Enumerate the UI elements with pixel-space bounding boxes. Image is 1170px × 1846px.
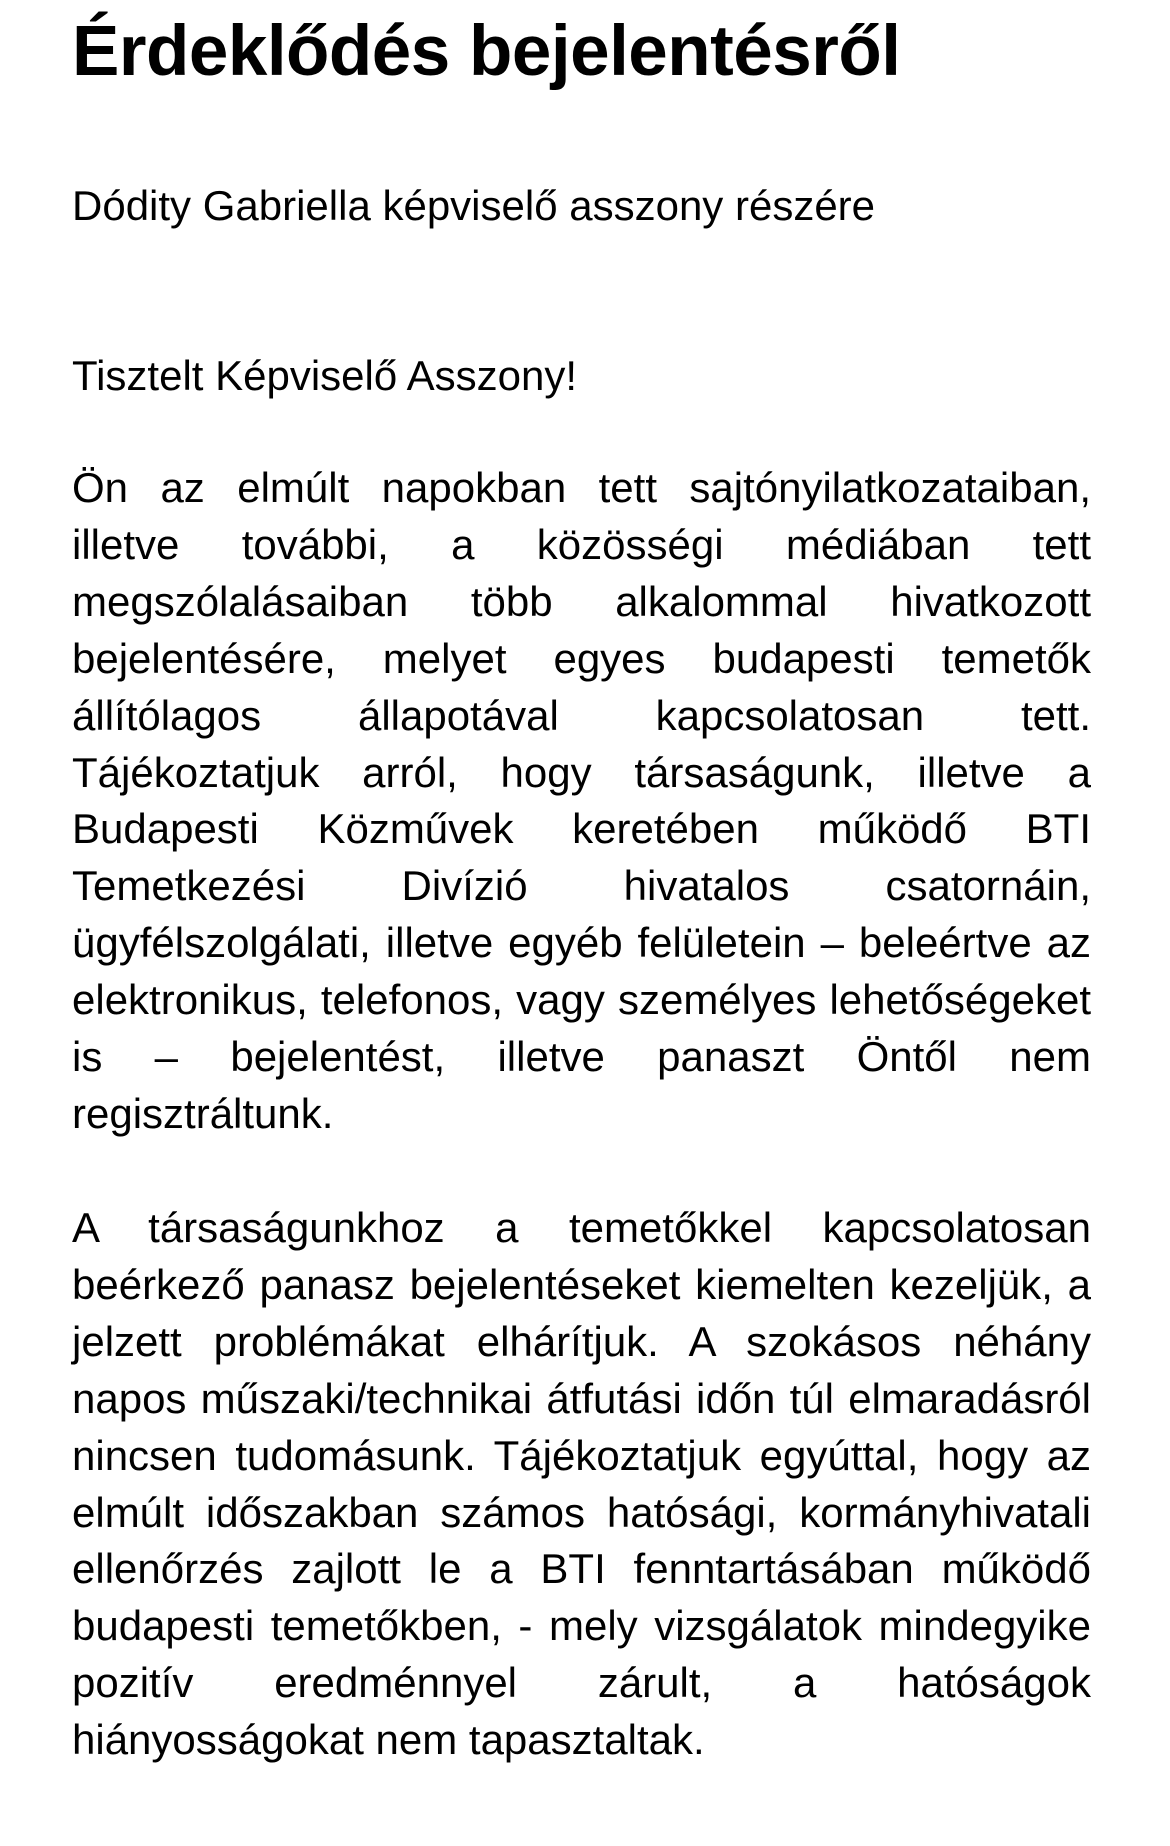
- body-paragraph-2: A társaságunkhoz a temetőkkel kapcsolatosan beérkező panasz bejelentéseket kiemelten kezeljük, a jelzett problémákat elhárítjuk. A szokásos néhány napos műszaki/technikai átfutási időn túl elmaradásról nincsen tudomásunk. Tájékoztatjuk egyúttal, hogy az elmúlt időszakban számos hatósági, kormányhivatali ellenőrzés zajlott le a BTI fenntartásában működő budapesti temetőkben, - mely vizsgálatok mindegyike pozitív eredménnyel zárult, a hatóságok hiányosságokat nem tapasztaltak.: [72, 1204, 1091, 1764]
- recipient-line: Dódity Gabriella képviselő asszony részére: [72, 182, 876, 229]
- body-paragraph-1: Ön az elmúlt napokban tett sajtónyilatkozataiban, illetve további, a közösségi médiában tett megszólalásaiban több alkalommal hivatkozott bejelentésére, melyet egyes budapesti temetők állítólagos állapotával kapcsolatosan tett. Tájékoztatjuk arról, hogy társaságunk, illetve a Budapesti Közművek keretében működő BTI Temetkezési Divízió hivatalos csatornáin, ügyfélszolgálati, illetve egyéb felületein – beleértve az elektronikus, telefonos, vagy személyes lehetőségeket is – bejelentést, illetve panaszt Öntől nem regisztráltunk.: [72, 464, 1091, 1137]
- letter-title: Érdeklődés bejelentésről: [72, 12, 901, 91]
- salutation: Tisztelt Képviselő Asszony!: [72, 352, 577, 399]
